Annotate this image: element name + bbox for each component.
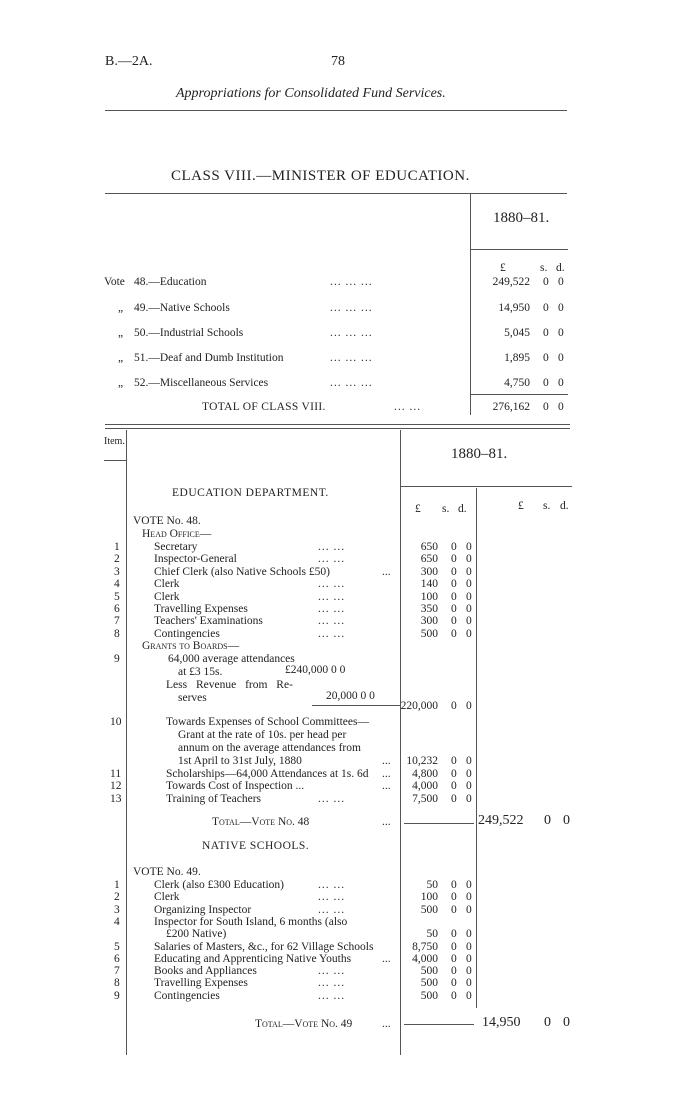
row-pence: 0 xyxy=(466,565,472,578)
summary-row-prefix: „ xyxy=(118,327,124,339)
row-shillings: 0 xyxy=(451,891,457,904)
item-number: 8 xyxy=(114,977,120,990)
item-number: 2 xyxy=(114,553,120,566)
item-number: 3 xyxy=(114,565,120,578)
row-shillings: 0 xyxy=(451,965,457,978)
detail-top-rule-2 xyxy=(105,428,570,429)
detail-year-rule xyxy=(400,486,572,487)
summary-total-pence: 0 xyxy=(558,401,564,413)
row-pence: 0 xyxy=(466,977,472,990)
item-number: 5 xyxy=(114,940,120,953)
row-dots: ... xyxy=(382,816,391,828)
grants-heading: Grants to Boards— xyxy=(142,640,240,652)
row-amount: 50 xyxy=(426,928,438,941)
row-pence: 0 xyxy=(466,903,472,916)
item-number: 7 xyxy=(114,615,120,628)
item-number: 6 xyxy=(114,952,120,965)
row-dots: ... ... xyxy=(318,977,346,990)
grants-line-2: at £3 15s. xyxy=(178,666,223,678)
grants-line-2-amount: £240,000 0 0 xyxy=(285,664,346,676)
summary-row-dots: ... ... ... xyxy=(330,327,373,339)
grants-line-4-amount: 20,000 0 0 xyxy=(326,690,375,702)
item-number: 9 xyxy=(114,653,120,665)
row-label: Inspector for South Island, 6 months (also xyxy=(154,915,348,928)
row-shillings: 0 xyxy=(451,879,457,891)
row-pence: 0 xyxy=(466,965,472,978)
document-reference: B.—2A. xyxy=(105,54,153,69)
row-dots: ... ... xyxy=(318,541,346,553)
row-label: Towards Cost of Inspection ... xyxy=(166,780,305,793)
row-label: Inspector-General xyxy=(154,553,237,566)
grants-rule xyxy=(312,705,400,706)
summary-row-label: 52.—Miscellaneous Services xyxy=(134,377,269,389)
committees-line-4: 1st April to 31st July, 1880 xyxy=(178,755,302,767)
item-column-header: Item. xyxy=(104,436,125,447)
row-dots: ... ... xyxy=(318,989,346,1002)
summary-row-dots: ... ... ... xyxy=(330,276,373,288)
summary-row-prefix: „ xyxy=(118,377,124,389)
detail-unit-shillings-2: s. xyxy=(543,500,551,512)
summary-total-pounds: 276,162 xyxy=(492,401,530,413)
item-number: 8 xyxy=(114,627,120,640)
vote-49-total-pounds: 14,950 xyxy=(482,1015,521,1030)
total-column-rule xyxy=(476,488,477,1008)
item-number: 4 xyxy=(114,915,120,928)
row-shillings: 0 xyxy=(451,590,457,603)
row-dots: ... ... xyxy=(318,627,346,640)
item-number: 11 xyxy=(110,768,122,780)
summary-row-pounds: 1,895 xyxy=(504,352,530,364)
row-label: Teachers' Examinations xyxy=(154,615,263,628)
running-title: Appropriations for Consolidated Fund Services. xyxy=(176,86,446,101)
detail-unit-pounds-2: £ xyxy=(518,500,524,512)
row-pence: 0 xyxy=(466,891,472,904)
summary-row-pence: 0 xyxy=(558,377,564,389)
summary-row-label: 51.—Deaf and Dumb Institution xyxy=(134,352,284,364)
summary-total-shillings: 0 xyxy=(543,401,549,413)
row-shillings: 0 xyxy=(451,977,457,990)
row-label: Organizing Inspector xyxy=(154,903,252,916)
summary-year: 1880–81. xyxy=(493,210,550,226)
row-shillings: 0 xyxy=(451,627,457,640)
committees-shillings: 0 xyxy=(451,755,457,767)
row-amount: 4,000 xyxy=(412,952,438,965)
row-dots: ... ... xyxy=(318,603,346,615)
row-amount: 8,750 xyxy=(412,940,438,953)
detail-unit-shillings-1: s. xyxy=(442,503,450,515)
row-pence: 0 xyxy=(466,615,472,628)
item-number: 7 xyxy=(114,965,120,978)
row-label: Travelling Expenses xyxy=(154,603,248,615)
row-dots: ... ... xyxy=(318,578,346,591)
class-title: CLASS VIII.—MINISTER OF EDUCATION. xyxy=(171,168,470,184)
item-number: 2 xyxy=(114,891,120,904)
item-column-rule xyxy=(126,430,127,1055)
summary-row-pence: 0 xyxy=(558,327,564,339)
row-pence: 0 xyxy=(466,780,472,793)
row-dots: ... ... xyxy=(318,965,346,978)
summary-row-dots: ... ... ... xyxy=(330,352,373,364)
summary-row-prefix: „ xyxy=(118,352,124,364)
vote-48-total-pounds: 249,522 xyxy=(478,813,524,828)
row-shillings: 0 xyxy=(451,541,457,553)
row-label: Clerk xyxy=(154,891,180,904)
grants-line-4: serves xyxy=(178,692,207,704)
row-label-continued: £200 Native) xyxy=(166,928,227,941)
vote-48-heading: VOTE No. 48. xyxy=(133,515,201,527)
vote-48-total-label: Total—Vote No. 48 xyxy=(212,816,310,828)
summary-row-prefix: Vote xyxy=(104,276,125,288)
row-amount: 140 xyxy=(420,578,438,591)
row-shillings: 0 xyxy=(451,989,457,1002)
summary-row-label: 48.—Education xyxy=(134,276,207,288)
row-amount: 50 xyxy=(426,879,438,891)
summary-year-rule xyxy=(470,249,568,250)
row-amount: 350 xyxy=(420,603,438,615)
summary-row-pounds: 5,045 xyxy=(504,327,530,339)
grants-line-1: 64,000 average attendances xyxy=(168,653,295,665)
row-shillings: 0 xyxy=(451,615,457,628)
summary-row-label: 49.—Native Schools xyxy=(134,302,230,314)
row-amount: 650 xyxy=(420,541,438,553)
row-shillings: 0 xyxy=(451,603,457,615)
row-label: Educating and Apprenticing Native Youths xyxy=(154,952,352,965)
header-rule xyxy=(105,110,567,111)
row-label: Chief Clerk (also Native Schools £50) xyxy=(154,565,330,578)
summary-row-pence: 0 xyxy=(558,302,564,314)
row-label: Contingencies xyxy=(154,989,220,1002)
row-dots: ... ... xyxy=(318,879,346,891)
row-pence: 0 xyxy=(466,879,472,891)
row-label: Clerk xyxy=(154,590,180,603)
row-shillings: 0 xyxy=(451,553,457,566)
summary-top-rule xyxy=(105,193,567,194)
row-shillings: 0 xyxy=(451,578,457,591)
summary-row-shillings: 0 xyxy=(543,352,549,364)
grants-pence: 0 xyxy=(466,700,472,712)
summary-row-pounds: 14,950 xyxy=(498,302,530,314)
row-shillings: 0 xyxy=(451,952,457,965)
committees-amount: 10,232 xyxy=(406,755,438,767)
summary-unit-pence: d. xyxy=(556,262,565,274)
grants-shillings: 0 xyxy=(451,700,457,712)
page-number: 78 xyxy=(331,54,345,69)
vote-49-total-shillings: 0 xyxy=(544,1015,551,1030)
summary-row-shillings: 0 xyxy=(543,276,549,288)
native-schools-heading: NATIVE SCHOOLS. xyxy=(202,840,310,852)
detail-unit-pence-2: d. xyxy=(560,500,569,512)
row-shillings: 0 xyxy=(451,565,457,578)
item-number: 1 xyxy=(114,879,120,891)
summary-total-label: TOTAL OF CLASS VIII. xyxy=(202,401,326,413)
committees-line-2: Grant at the rate of 10s. per head per xyxy=(178,729,347,741)
row-amount: 500 xyxy=(420,627,438,640)
summary-row-dots: ... ... ... xyxy=(330,302,373,314)
item-number: 6 xyxy=(114,603,120,615)
vote-49-total-label: Total—Vote No. 49 xyxy=(255,1018,353,1030)
summary-unit-pounds: £ xyxy=(500,262,506,274)
committees-line-3: annum on the average attendances from xyxy=(178,742,361,754)
row-label: Contingencies xyxy=(154,627,220,640)
item-header-rule xyxy=(104,460,126,461)
row-pence: 0 xyxy=(466,553,472,566)
row-pence: 0 xyxy=(466,952,472,965)
summary-row-shillings: 0 xyxy=(543,377,549,389)
summary-row-prefix: „ xyxy=(118,302,124,314)
row-pence: 0 xyxy=(466,578,472,591)
row-pence: 0 xyxy=(466,541,472,553)
committees-pence: 0 xyxy=(466,755,472,767)
row-label: Training of Teachers xyxy=(166,792,262,805)
item-number: 1 xyxy=(114,541,120,553)
row-amount: 4,000 xyxy=(412,780,438,793)
row-dots: ... ... xyxy=(318,792,346,805)
row-pence: 0 xyxy=(466,768,472,780)
row-label: Scholarships—64,000 Attendances at 1s. 6d xyxy=(166,768,369,780)
row-pence: 0 xyxy=(466,928,472,941)
summary-row-pounds: 4,750 xyxy=(504,377,530,389)
vote-48-total-shillings: 0 xyxy=(544,813,551,828)
item-number: 4 xyxy=(114,578,120,591)
row-label: Secretary xyxy=(154,541,198,553)
row-label: Clerk (also £300 Education) xyxy=(154,879,284,891)
head-office-heading: Head Office— xyxy=(142,528,212,540)
row-label: Salaries of Masters, &c., for 62 Village Schools xyxy=(154,940,374,953)
row-pence: 0 xyxy=(466,792,472,805)
summary-row-pounds: 249,522 xyxy=(492,276,530,288)
detail-top-rule xyxy=(105,424,570,425)
summary-unit-shillings: s. xyxy=(540,262,548,274)
row-amount: 300 xyxy=(420,565,438,578)
row-pence: 0 xyxy=(466,590,472,603)
row-amount: 500 xyxy=(420,965,438,978)
grants-amount: 220,000 xyxy=(400,700,438,712)
row-shillings: 0 xyxy=(451,928,457,941)
row-amount: 650 xyxy=(420,553,438,566)
row-pence: 0 xyxy=(466,627,472,640)
row-shillings: 0 xyxy=(451,903,457,916)
row-dots: ... xyxy=(382,780,391,793)
row-dots: ... ... xyxy=(318,553,346,566)
vote-48-total-rule xyxy=(404,823,474,824)
row-shillings: 0 xyxy=(451,792,457,805)
summary-row-dots: ... ... ... xyxy=(330,377,373,389)
detail-unit-pence-1: d. xyxy=(458,503,467,515)
vote-48-total-pence: 0 xyxy=(563,813,570,828)
row-amount: 500 xyxy=(420,989,438,1002)
row-amount: 100 xyxy=(420,891,438,904)
item-number: 9 xyxy=(114,989,120,1002)
row-dots: ... ... xyxy=(318,590,346,603)
row-pence: 0 xyxy=(466,989,472,1002)
education-department-heading: EDUCATION DEPARTMENT. xyxy=(172,487,329,499)
row-dots: ... xyxy=(382,565,391,578)
item-number: 13 xyxy=(110,792,122,805)
row-label: Books and Appliances xyxy=(154,965,257,978)
row-dots: ... ... xyxy=(318,903,346,916)
row-amount: 500 xyxy=(420,903,438,916)
row-amount: 500 xyxy=(420,977,438,990)
row-pence: 0 xyxy=(466,603,472,615)
grants-line-3: Less Revenue from Re- xyxy=(166,679,293,691)
row-dots: ... xyxy=(382,1018,391,1030)
detail-year: 1880–81. xyxy=(451,446,508,462)
row-shillings: 0 xyxy=(451,780,457,793)
summary-row-label: 50.—Industrial Schools xyxy=(134,327,244,339)
row-shillings: 0 xyxy=(451,768,457,780)
row-dots: ... xyxy=(382,768,391,780)
summary-row-shillings: 0 xyxy=(543,302,549,314)
item-number: 10 xyxy=(110,716,122,728)
detail-unit-pounds-1: £ xyxy=(415,503,421,515)
row-shillings: 0 xyxy=(451,940,457,953)
item-number: 12 xyxy=(110,780,122,793)
row-dots: ... xyxy=(382,755,391,767)
vote-49-heading: VOTE No. 49. xyxy=(133,866,201,878)
row-dots: ... xyxy=(382,952,391,965)
row-amount: 300 xyxy=(420,615,438,628)
row-label: Clerk xyxy=(154,578,180,591)
summary-total-dots: ... ... xyxy=(394,401,422,413)
committees-line-1: Towards Expenses of School Committees— xyxy=(166,716,369,728)
row-amount: 7,500 xyxy=(412,792,438,805)
row-dots: ... ... xyxy=(318,891,346,904)
item-number: 5 xyxy=(114,590,120,603)
vote-49-total-pence: 0 xyxy=(563,1015,570,1030)
row-label: Travelling Expenses xyxy=(154,977,248,990)
summary-row-shillings: 0 xyxy=(543,327,549,339)
summary-total-rule xyxy=(470,394,568,395)
row-amount: 4,800 xyxy=(412,768,438,780)
row-pence: 0 xyxy=(466,940,472,953)
row-dots: ... ... xyxy=(318,615,346,628)
row-amount: 100 xyxy=(420,590,438,603)
item-number: 3 xyxy=(114,903,120,916)
vote-49-total-rule xyxy=(404,1024,474,1025)
summary-row-pence: 0 xyxy=(558,276,564,288)
summary-row-pence: 0 xyxy=(558,352,564,364)
